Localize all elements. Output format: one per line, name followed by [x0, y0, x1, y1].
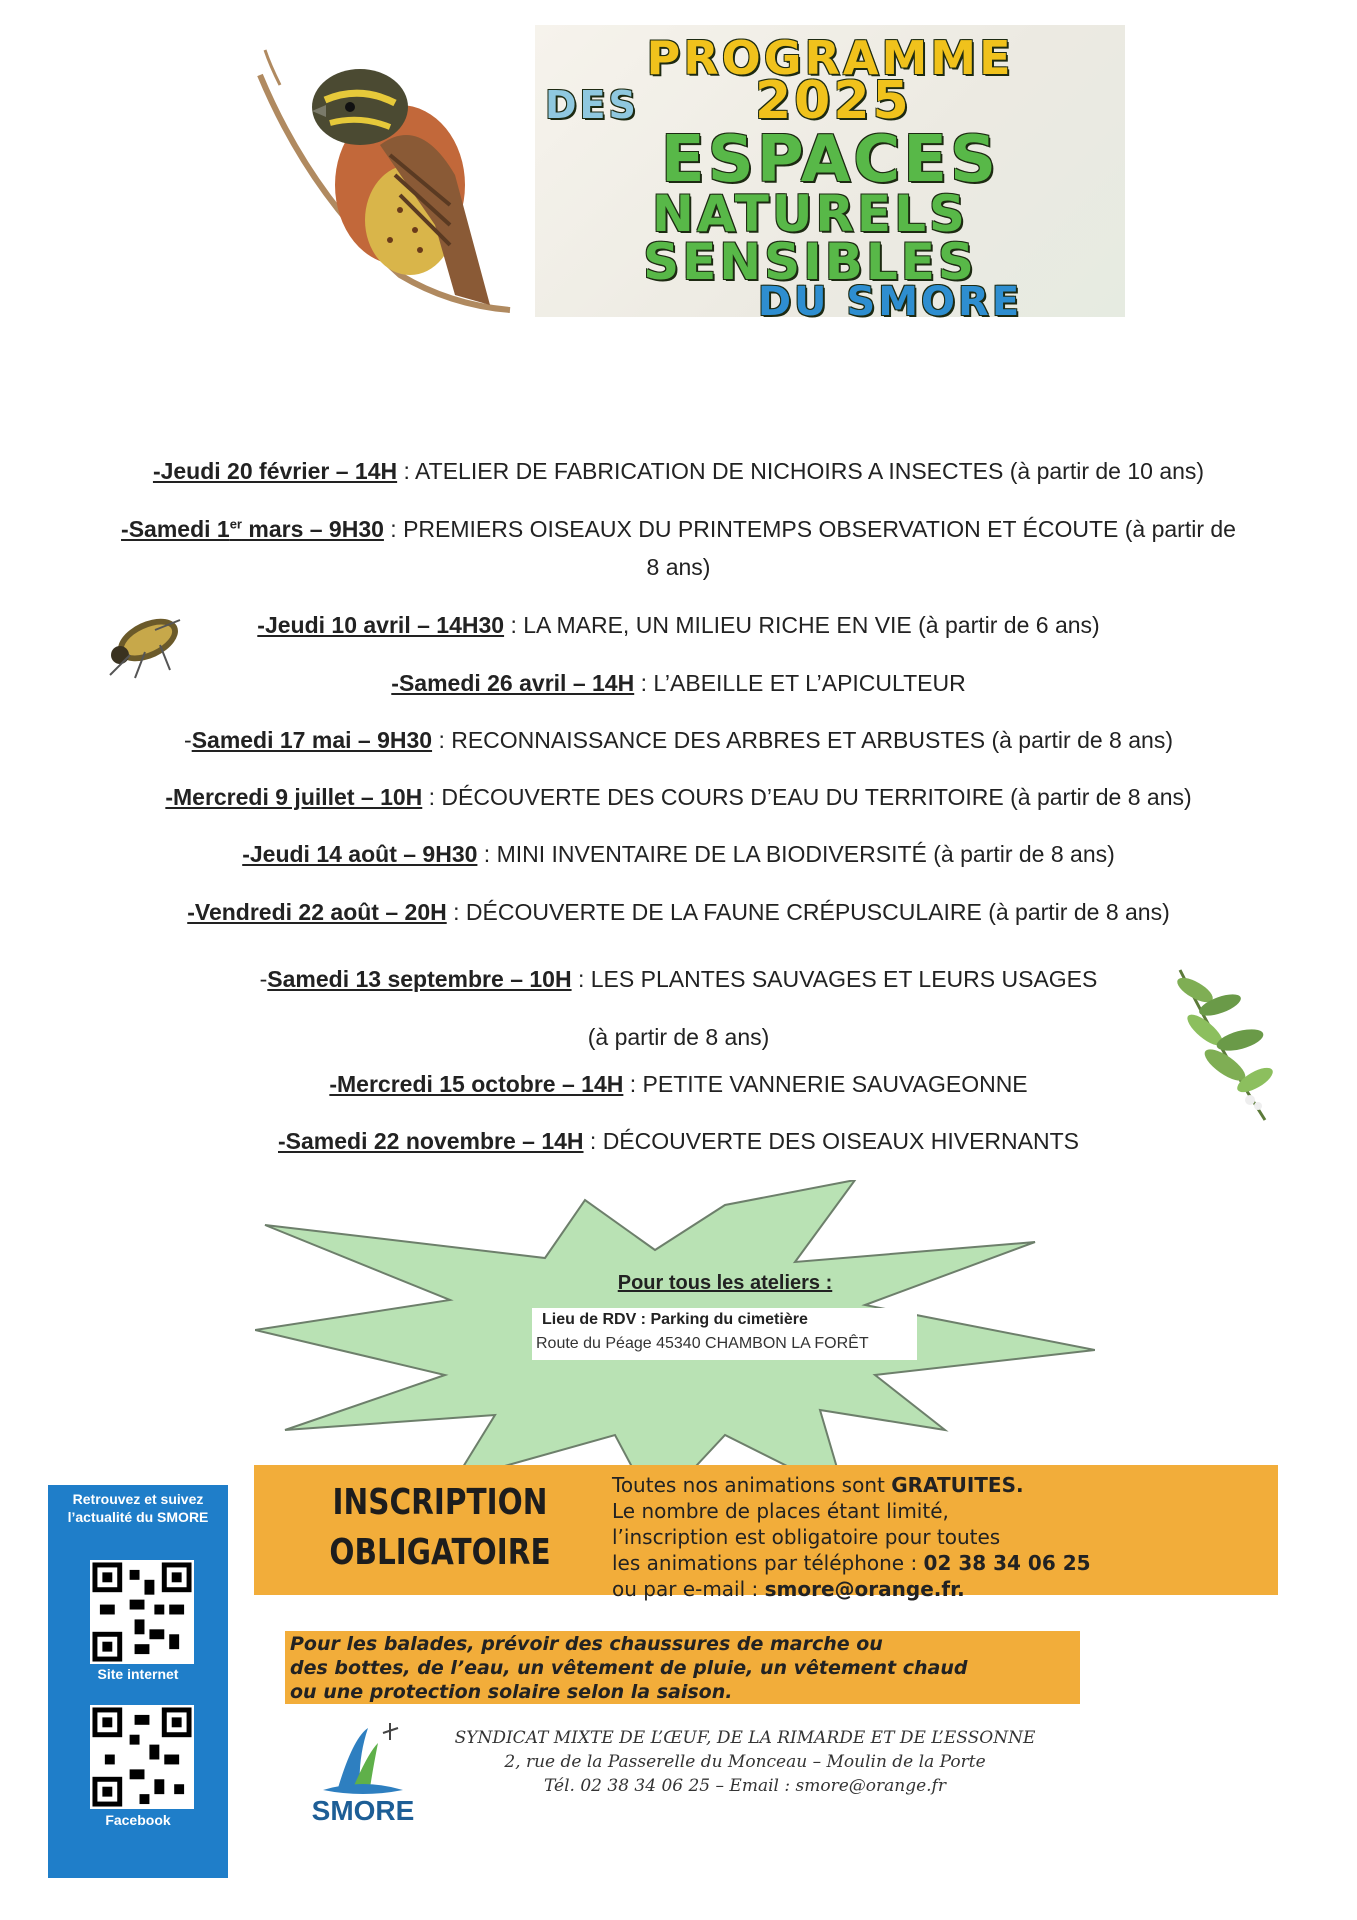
- beetle-illustration: [100, 600, 190, 680]
- event-item: -Samedi 1er mars – 9H30 : PREMIERS OISEAUX DU PRINTEMPS OBSERVATION ET ÉCOUTE (à partir de 8 ans): [121, 516, 1236, 580]
- organization-name: SYNDICAT MIXTE DE L’ŒUF, DE LA RIMARDE ET DE L’ESSONNE: [454, 1728, 1036, 1748]
- title-naturels: NATURELS: [652, 185, 968, 243]
- event-item: -Mercredi 9 juillet – 10H : DÉCOUVERTE DES COURS D’EAU DU TERRITOIRE (à partir de 8 ans): [165, 784, 1192, 810]
- event-item: -Samedi 22 novembre – 14H : DÉCOUVERTE DES OISEAUX HIVERNANTS: [278, 1128, 1079, 1154]
- title-des: DES: [545, 83, 639, 127]
- qr-website-label: Site internet: [97, 1666, 179, 1682]
- walks-advice-text: Pour les balades, prévoir des chaussures de marche ou des bottes, de l’eau, un vêtement de pluie, un vêtement chaud ou une protection solaire selon la saison.: [290, 1633, 968, 1703]
- event-item: -Jeudi 14 août – 9H30 : MINI INVENTAIRE DE LA BIODIVERSITÉ (à partir de 8 ans): [242, 841, 1115, 867]
- inscription-details: Toutes nos animations sont GRATUITES. Le nombre de places étant limité, l’inscription est obligatoire pour toutes les animations par téléphone : 02 38 34 06 25 ou par e-mail : smore@orange.fr.: [612, 1473, 1091, 1601]
- smore-logo-text: SMORE: [311, 1795, 415, 1826]
- event-item: -Jeudi 20 février – 14H : ATELIER DE FABRICATION DE NICHOIRS A INSECTES (à partir de 10 ans): [152, 458, 1205, 484]
- smore-logo: [298, 1718, 428, 1830]
- title-espaces: ESPACES: [660, 123, 1000, 197]
- organization-address: 2, rue de la Passerelle du Monceau – Moulin de la Porte: [504, 1752, 986, 1772]
- title-sensibles: SENSIBLES: [643, 233, 977, 291]
- title-programme: PROGRAMME: [646, 31, 1014, 85]
- program-title-banner: [535, 25, 1125, 325]
- qr-facebook-label: Facebook: [105, 1812, 171, 1828]
- title-du-smore: DU SMORE: [757, 279, 1023, 325]
- title-year: 2025: [755, 71, 912, 131]
- event-item: -Samedi 17 mai – 9H30 : RECONNAISSANCE DES ARBRES ET ARBUSTES (à partir de 8 ans): [184, 727, 1173, 753]
- event-item: -Samedi 26 avril – 14H : L’ABEILLE ET L’APICULTEUR: [391, 670, 966, 696]
- qr-code-facebook[interactable]: [90, 1705, 194, 1809]
- bird-illustration: [250, 45, 540, 315]
- workshops-title: Pour tous les ateliers :: [617, 1272, 833, 1294]
- inscription-title: INSCRIPTION OBLIGATOIRE: [329, 1482, 551, 1573]
- event-item: -Samedi 13 septembre – 10H : LES PLANTES SAUVAGES ET LEURS USAGES (à partir de 8 ans): [259, 966, 1098, 1050]
- event-item: -Vendredi 22 août – 20H : DÉCOUVERTE DE LA FAUNE CRÉPUSCULAIRE (à partir de 8 ans): [187, 899, 1170, 925]
- event-item: -Mercredi 15 octobre – 14H : PETITE VANNERIE SAUVAGEONNE: [329, 1071, 1028, 1097]
- organization-contact: Tél. 02 38 34 06 25 – Email : smore@orange.fr: [544, 1776, 946, 1796]
- meeting-place: Lieu de RDV : Parking du cimetière: [542, 1311, 808, 1328]
- leaf-illustration: [1160, 960, 1280, 1130]
- meeting-address: Route du Péage 45340 CHAMBON LA FORÊT: [536, 1335, 869, 1352]
- qr-code-website[interactable]: [90, 1560, 194, 1664]
- social-title: Retrouvez et suivez l’actualité du SMORE: [67, 1491, 209, 1525]
- event-item: -Jeudi 10 avril – 14H30 : LA MARE, UN MILIEU RICHE EN VIE (à partir de 6 ans): [257, 612, 1100, 638]
- organization-info: [440, 1726, 1050, 1798]
